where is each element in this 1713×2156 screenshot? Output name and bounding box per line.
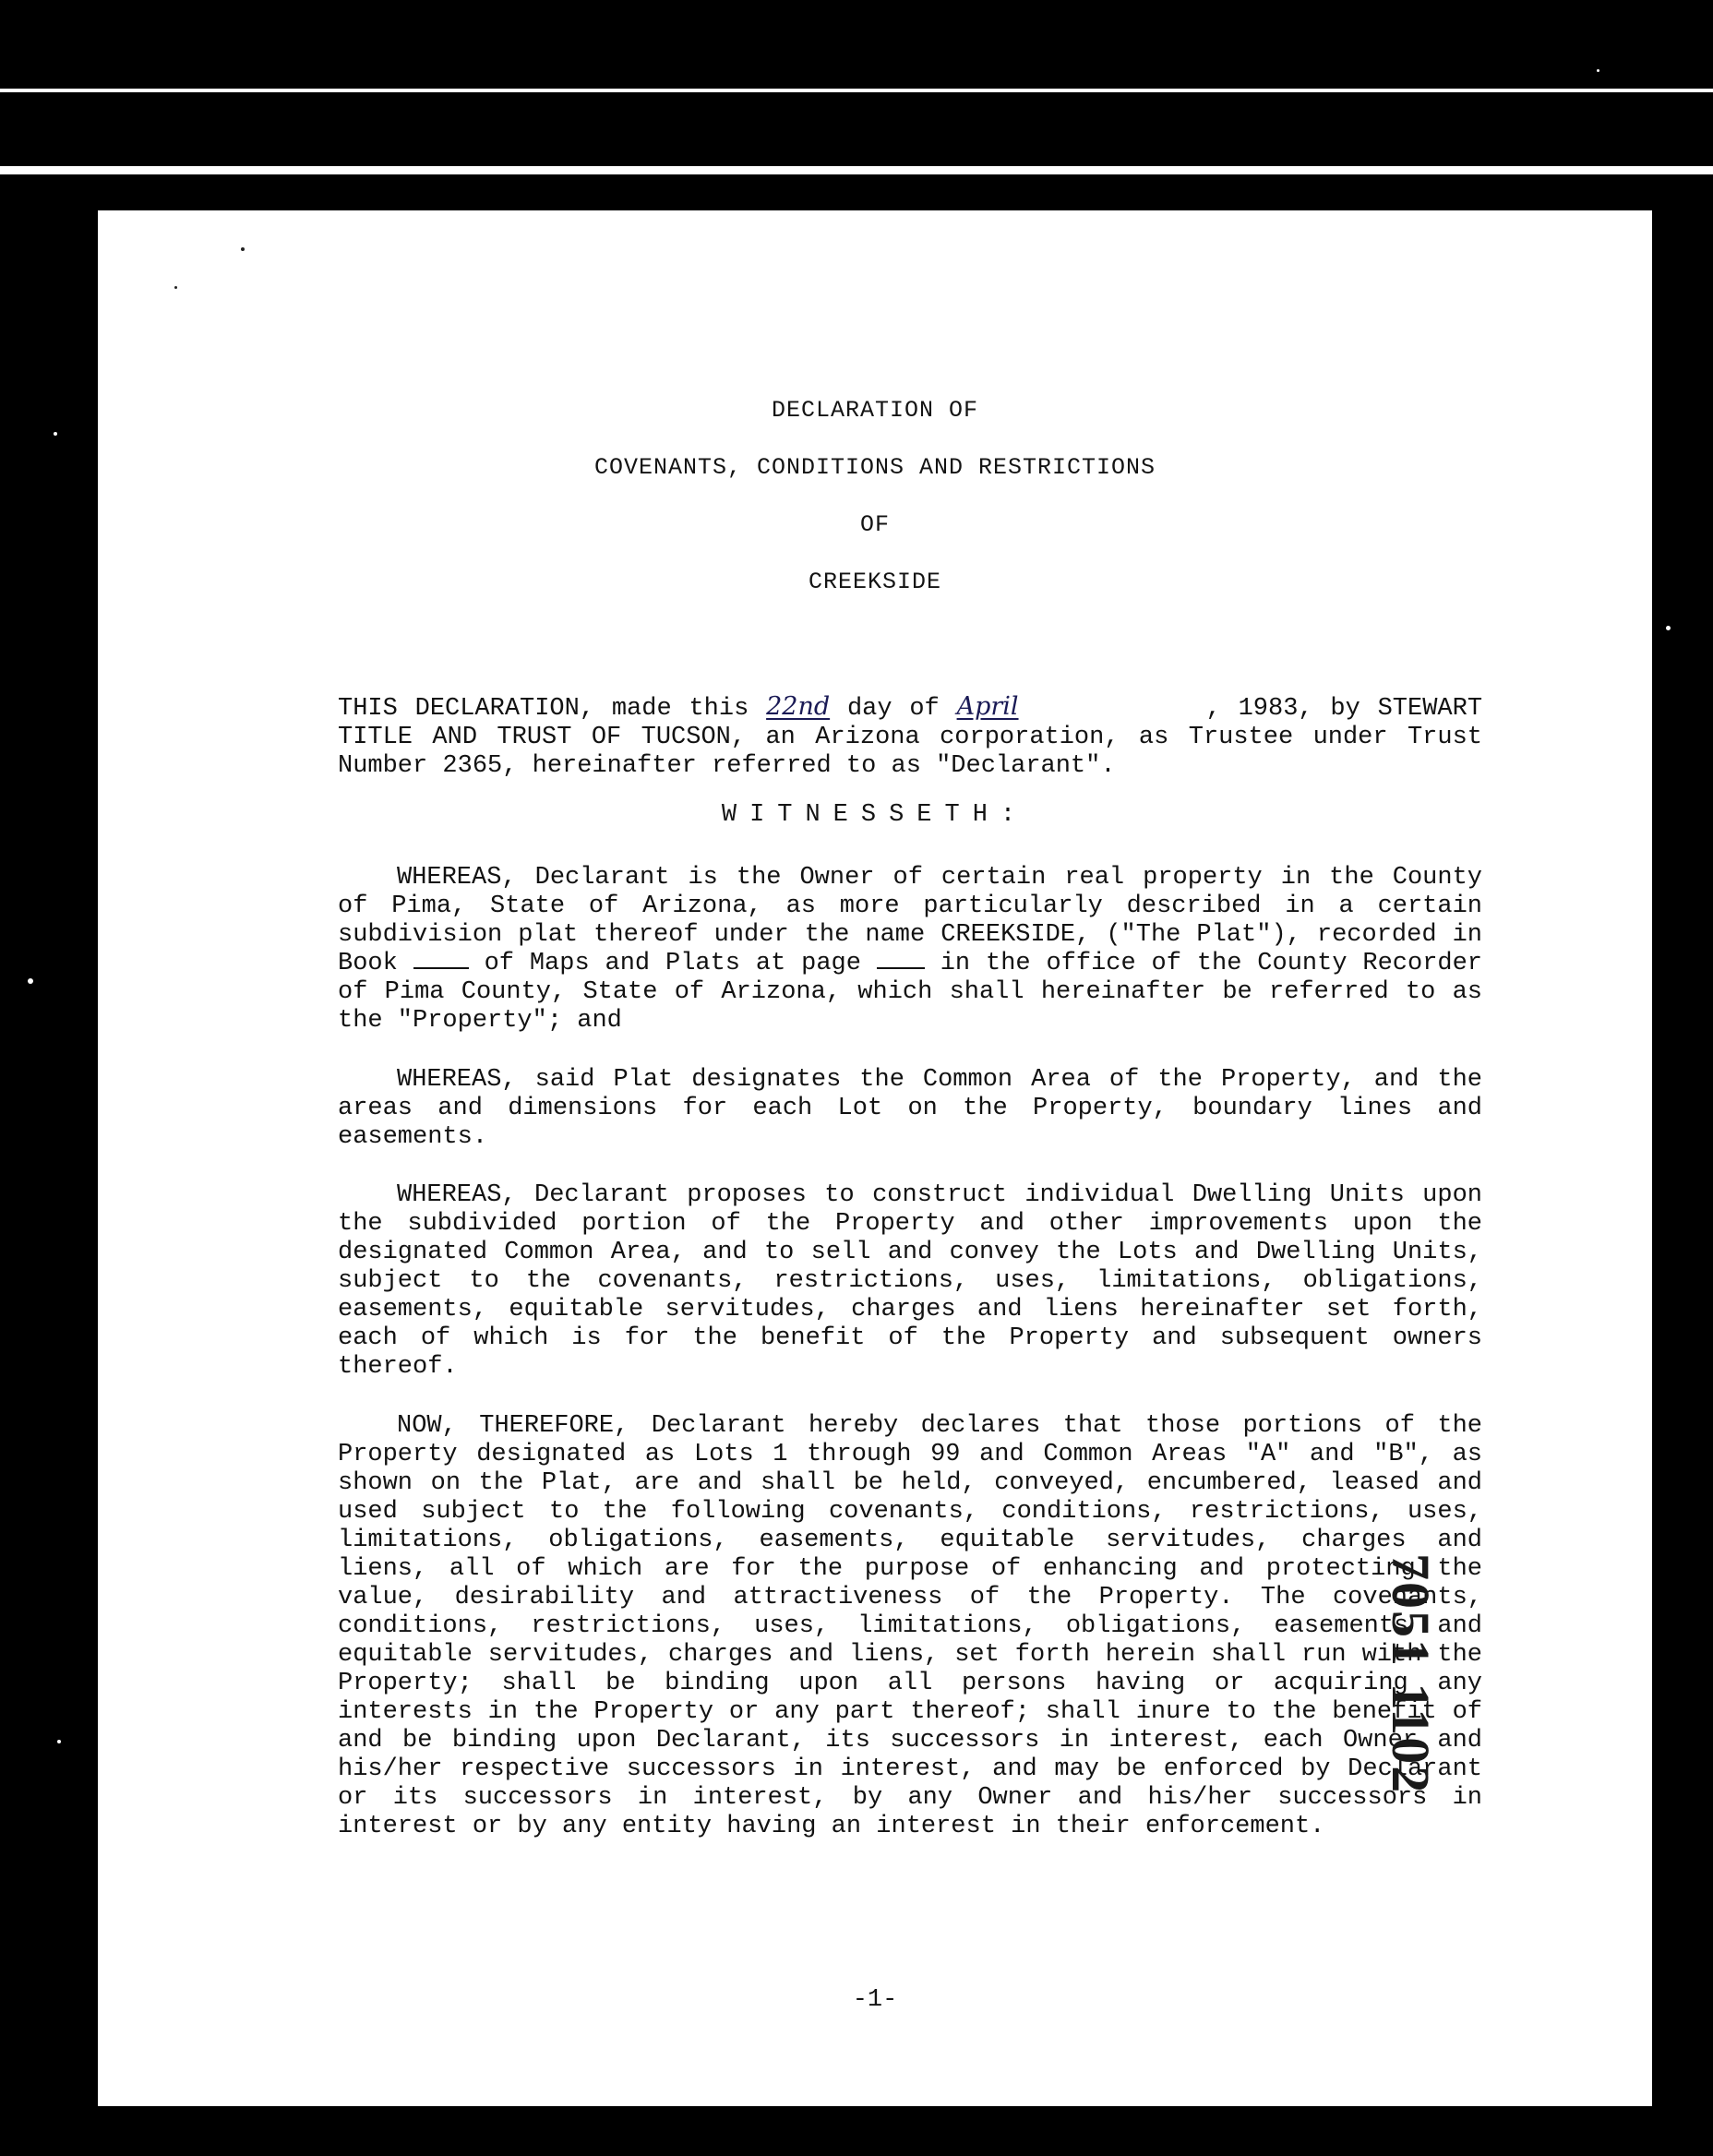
handwritten-day: 22nd — [766, 692, 831, 721]
whereas-paragraph-1 — [338, 864, 1482, 1036]
heading-line-2: COVENANTS, CONDITIONS AND RESTRICTIONS — [593, 454, 1156, 481]
whereas-paragraph-2: WHEREAS, said Plat designates the Common Area of the Property, and the areas and dimensions for each Lot on the Property, boundary lines and easements. — [338, 1066, 1482, 1151]
document-page — [98, 210, 1652, 2106]
page-speck — [241, 247, 245, 251]
heading-line-3: OF — [859, 511, 890, 538]
scan-speck — [54, 432, 57, 436]
paragraph-1-part-a: WHEREAS, Declarant is the Owner of certain real property in the County of Pima, State of Arizona, as more particularly described in a certain subdivision plat thereof under the name CREEKSIDE, ("The Plat"), recorded in Book — [338, 864, 1482, 977]
paragraph-1-part-c: in the office of the County Recorder of Pima County, State of Arizona, which shall hereinafter be referred to as the "Property"; and — [338, 950, 1483, 1035]
opening-text-3: , 1983, by STEWART TITLE AND TRUST OF TUCSON, an Arizona corporation, as Trustee under Trust Number 2365, hereinafter referred to as "Declarant". — [338, 695, 1483, 780]
scan-edge-line-top — [0, 89, 1713, 92]
scan-speck — [28, 978, 33, 984]
opening-text-2: day of — [846, 695, 940, 723]
scan-speck — [1597, 69, 1599, 72]
scan-speck — [57, 1740, 61, 1743]
heading-line-4: CREEKSIDE — [808, 569, 942, 595]
page-number-blank — [877, 967, 925, 969]
page-number: -1- — [852, 1986, 898, 2014]
scan-speck — [1666, 626, 1671, 630]
heading-line-1: DECLARATION OF — [771, 397, 979, 424]
paragraph-1-part-b: of Maps and Plats at page — [484, 950, 861, 977]
opening-text-1: THIS DECLARATION, made this — [338, 695, 749, 723]
whereas-paragraph-3: WHEREAS, Declarant proposes to construct individual Dwelling Units upon the subdivided portion of the Property and other improvements upon the designated Common Area, and to sell and convey the Lots and Dwelling Units, subject to the covenants, restrictions, uses, limitations, obligations, easements, equitable servitudes, charges and liens hereinafter set forth, each of which is for the benefit of the Property and subsequent owners thereof. — [338, 1181, 1482, 1381]
scan-edge-line-bottom — [0, 166, 1713, 174]
recording-number-stamp: 7051 1102 — [1381, 1553, 1441, 1795]
witnesseth-heading: WITNESSETH: — [721, 801, 1029, 829]
page-speck — [174, 286, 177, 289]
opening-paragraph — [338, 692, 1482, 781]
book-number-blank — [413, 967, 469, 969]
handwritten-month: April — [956, 692, 1019, 721]
now-therefore-paragraph: NOW, THEREFORE, Declarant hereby declares that those portions of the Property designated as Lots 1 through 99 and Common Areas "A" and "B", as shown on the Plat, are and shall be held, conveyed, encumbered, leased and used subject to the following covenants, conditions, restrictions, uses, limitations, obligations, easements, equitable servitudes, charges and liens, all of which are for the purpose of enhancing and protecting the value, desirability and attractiveness of the Property. The covenants, conditions, restrictions, uses, limitations, obligations, easements and equitable servitudes, charges and liens, set forth herein shall run with the Property; shall be binding upon all persons having or acquiring any interests in the Property or any part thereof; shall inure to the benefit of and be binding upon Declarant, its successors in interest, each Owner and his/her respective successors in interest, and may be enforced by Declarant or its successors in interest, by any Owner and his/her successors in interest or by any entity having an interest in their enforcement. — [338, 1412, 1482, 1840]
